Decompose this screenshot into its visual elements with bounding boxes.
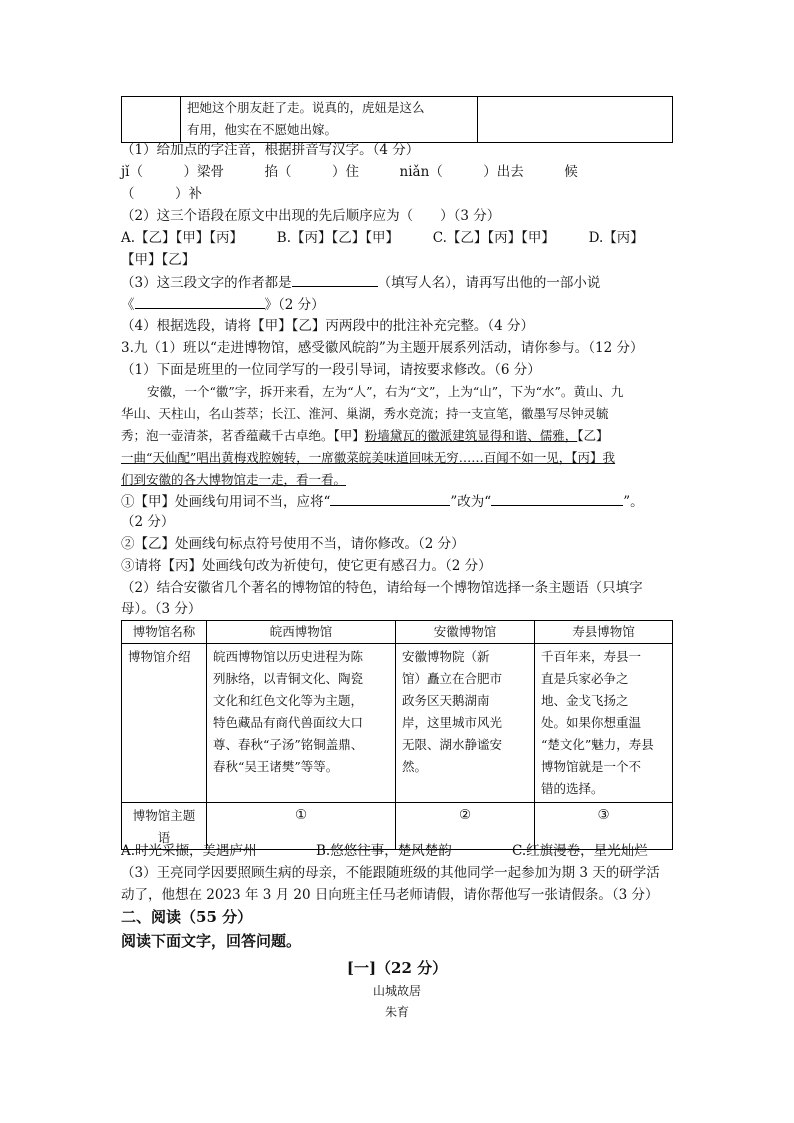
intro-wanxi-line: 列脉络，以青铜文化、陶瓷 — [213, 671, 364, 686]
guide-para-3b-underlined: 粉墙黛瓦的徽派建筑显得和谐、儒雅， — [364, 428, 578, 443]
intro-wanxi-line: 特色藏品有商代兽面纹大口 — [213, 715, 364, 730]
museum-theme-shouxian[interactable]: ③ — [535, 803, 673, 850]
q3-novel-blank[interactable] — [135, 294, 265, 309]
guide-para-line-2: 华山、天柱山，名山荟萃；长江、淮河、巢湖，秀水竞流；持一支宣笔，徽墨写尽钟灵毓 — [121, 406, 609, 421]
revise-1-blank-b[interactable] — [491, 491, 623, 506]
q3-part1: （3）这三段文字的作者都是 — [121, 275, 292, 291]
guide-para-line-3 — [121, 425, 609, 447]
intro-shouxian-line: 错的选择。 — [541, 781, 604, 796]
q3-author-line — [121, 272, 600, 294]
q3-part2: （填写人名），请再写出他的一部小说 — [377, 275, 601, 291]
intro-anhui-line: 然。 — [402, 759, 428, 774]
museum-theme-anhui[interactable]: ② — [396, 803, 535, 850]
museum-theme-wanxi[interactable]: ① — [207, 803, 396, 850]
intro-anhui-line: 无限、湖水静谧安 — [402, 737, 503, 752]
sec3-q2-line-1: （2）结合安徽省几个著名的博物馆的特色，请给每一个博物馆选择一条主题语（只填字 — [121, 580, 643, 596]
sec3-q1: （1）下面是班里的一位同学写的一段引导词，请按要求修改。（6 分） — [121, 362, 541, 378]
intro-wanxi-line: 春秋“吴王诸樊”等等。 — [213, 759, 339, 774]
top-table — [121, 96, 673, 143]
museum-intro-label: 博物馆介绍 — [122, 644, 207, 803]
revise-2: ②【乙】处画线句标点符号使用不当，请你修改。（2 分） — [121, 536, 465, 552]
q1-row-a: jǐ（ ）梁骨 掐（ ）住 niǎn（ ）出去 候 — [121, 164, 578, 180]
revise-1 — [121, 491, 644, 513]
intro-shouxian-line: “楚文化”魅力，寿县 — [541, 737, 654, 752]
q3-author-blank[interactable] — [292, 272, 378, 287]
intro-wanxi-line: 皖西博物馆以历史进程为陈 — [213, 649, 364, 664]
guide-para-line-1: 安徽，一个“徽”字，拆开来看，左为“人”，右为“文”，上为“山”，下为“水”。黄山、九 — [147, 384, 624, 399]
revise-1b: ”改为“ — [450, 494, 492, 510]
intro-wanxi-line: 尊、春秋“子汤”铭铜盖鼎、 — [213, 737, 364, 752]
top-table-line-1: 把她这个朋友赶了走。说真的，虎妞是这么 — [187, 100, 425, 115]
intro-shouxian-line: 直是兵家必争之 — [541, 671, 629, 686]
guide-para-line-4 — [121, 447, 615, 469]
intro-anhui-line: 馆）矗立在合肥市 — [402, 671, 503, 686]
museum-header-anhui: 安徽博物馆 — [396, 621, 535, 644]
guide-para-4b: 我 — [602, 450, 616, 465]
top-table-line-2: 有用，他实在不愿她出嫁。 — [187, 122, 338, 137]
reading-instruction: 阅读下面文字，回答问题。 — [121, 932, 302, 950]
guide-para-3c: 【乙】 — [577, 428, 609, 443]
revise-1-blank-a[interactable] — [330, 491, 450, 506]
q3-novel-line — [121, 294, 325, 316]
leave-question-line-1: （3）王亮同学因要照顾生病的母亲，不能跟随班级的其他同学一起参加为期 3 天的研学活 — [121, 865, 660, 881]
intro-wanxi-line: 文化和红色文化等为主题， — [213, 693, 364, 708]
reading-heading: 二、阅读（55 分） — [121, 908, 253, 926]
museum-intro-anhui — [396, 644, 535, 803]
intro-anhui-line: 安徽博物院（新 — [402, 649, 490, 664]
intro-anhui-line: 岸，这里城市风光 — [402, 715, 503, 730]
q2-stem: （2）这三个语段在原文中出现的先后顺序应为（ ）（3 分） — [121, 208, 501, 224]
revise-1-score: （2 分） — [121, 514, 175, 530]
museum-table — [121, 620, 673, 850]
option-b: B.悠悠往事，楚风楚韵 — [316, 843, 452, 859]
q4-stem: （4）根据选段，请将【甲】【乙】丙两段中的批注补充完整。（4 分） — [121, 318, 534, 334]
museum-intro-shouxian — [535, 644, 673, 803]
intro-shouxian-line: 地、金戈飞扬之 — [541, 693, 629, 708]
q1-stem: （1）给加点的字注音，根据拼音写汉字。（4 分） — [121, 142, 420, 158]
leave-question-line-2: 动了，他想在 2023 年 3 月 20 日向班主任马老师请假，请你帮他写一张请假条。（3 分） — [121, 887, 659, 903]
guide-para-5: 们到安徽的各大博物馆走一走，看一看。 — [121, 472, 347, 487]
q2-options-line2: 【甲】【乙】 — [121, 252, 196, 268]
top-table-cell-right — [478, 97, 673, 143]
reading-part-title: [一]（22 分） — [346, 959, 448, 977]
intro-shouxian-line: 博物馆就是一个不 — [541, 759, 642, 774]
sec3-q2-line-2: 母）。（3 分） — [121, 601, 202, 617]
guide-para-4a: 一曲“天仙配”唱出黄梅戏腔婉转，一席徽菜皖美味道回味无穷……百闻不如一见，【丙】 — [121, 450, 603, 465]
museum-header-name: 博物馆名称 — [122, 621, 207, 644]
guide-para-line-5 — [121, 469, 346, 491]
option-a: A.时光采撷，美遇庐州 — [121, 843, 257, 859]
intro-anhui-line: 政务区天鹅湖南 — [402, 693, 490, 708]
option-c: C.红旗漫卷，星光灿烂 — [512, 843, 648, 859]
revise-3: ③请将【丙】处画线句改为祈使句，使它更有感召力。（2 分） — [121, 558, 492, 574]
intro-shouxian-line: 处。如果你想重温 — [541, 715, 642, 730]
revise-1a: ①【甲】处画线句用词不当，应将“ — [121, 494, 331, 510]
article-title: 山城故居 — [372, 984, 421, 998]
q1-row-b: （ ）补 — [121, 186, 202, 202]
q2-options: A.【乙】【甲】【丙】 B.【丙】【乙】【甲】 C.【乙】【丙】【甲】 D.【丙】 — [121, 230, 644, 246]
q3-close-bracket: 》（2 分） — [264, 297, 325, 313]
article-author: 朱育 — [384, 1005, 409, 1019]
museum-theme-label-2: 语 — [157, 830, 171, 845]
sec3-stem: 3.九（1）班以“走进博物馆，感受徽风皖韵”为主题开展系列活动，请你参与。（12 分） — [121, 340, 644, 356]
revise-1c: ”。 — [623, 494, 644, 510]
intro-shouxian-line: 千百年来，寿县一 — [541, 649, 642, 664]
museum-header-shouxian: 寿县博物馆 — [535, 621, 673, 644]
top-table-cell-empty — [122, 97, 181, 143]
museum-theme-label-1: 博物馆主题 — [132, 808, 196, 823]
q3-open-bracket: 《 — [121, 297, 135, 313]
museum-intro-wanxi — [207, 644, 396, 803]
top-table-text-cell — [181, 97, 478, 143]
museum-header-wanxi: 皖西博物馆 — [207, 621, 396, 644]
guide-para-3a: 秀；泡一壶清茶，茗香蕴藏千古卓绝。【甲】 — [121, 428, 365, 443]
